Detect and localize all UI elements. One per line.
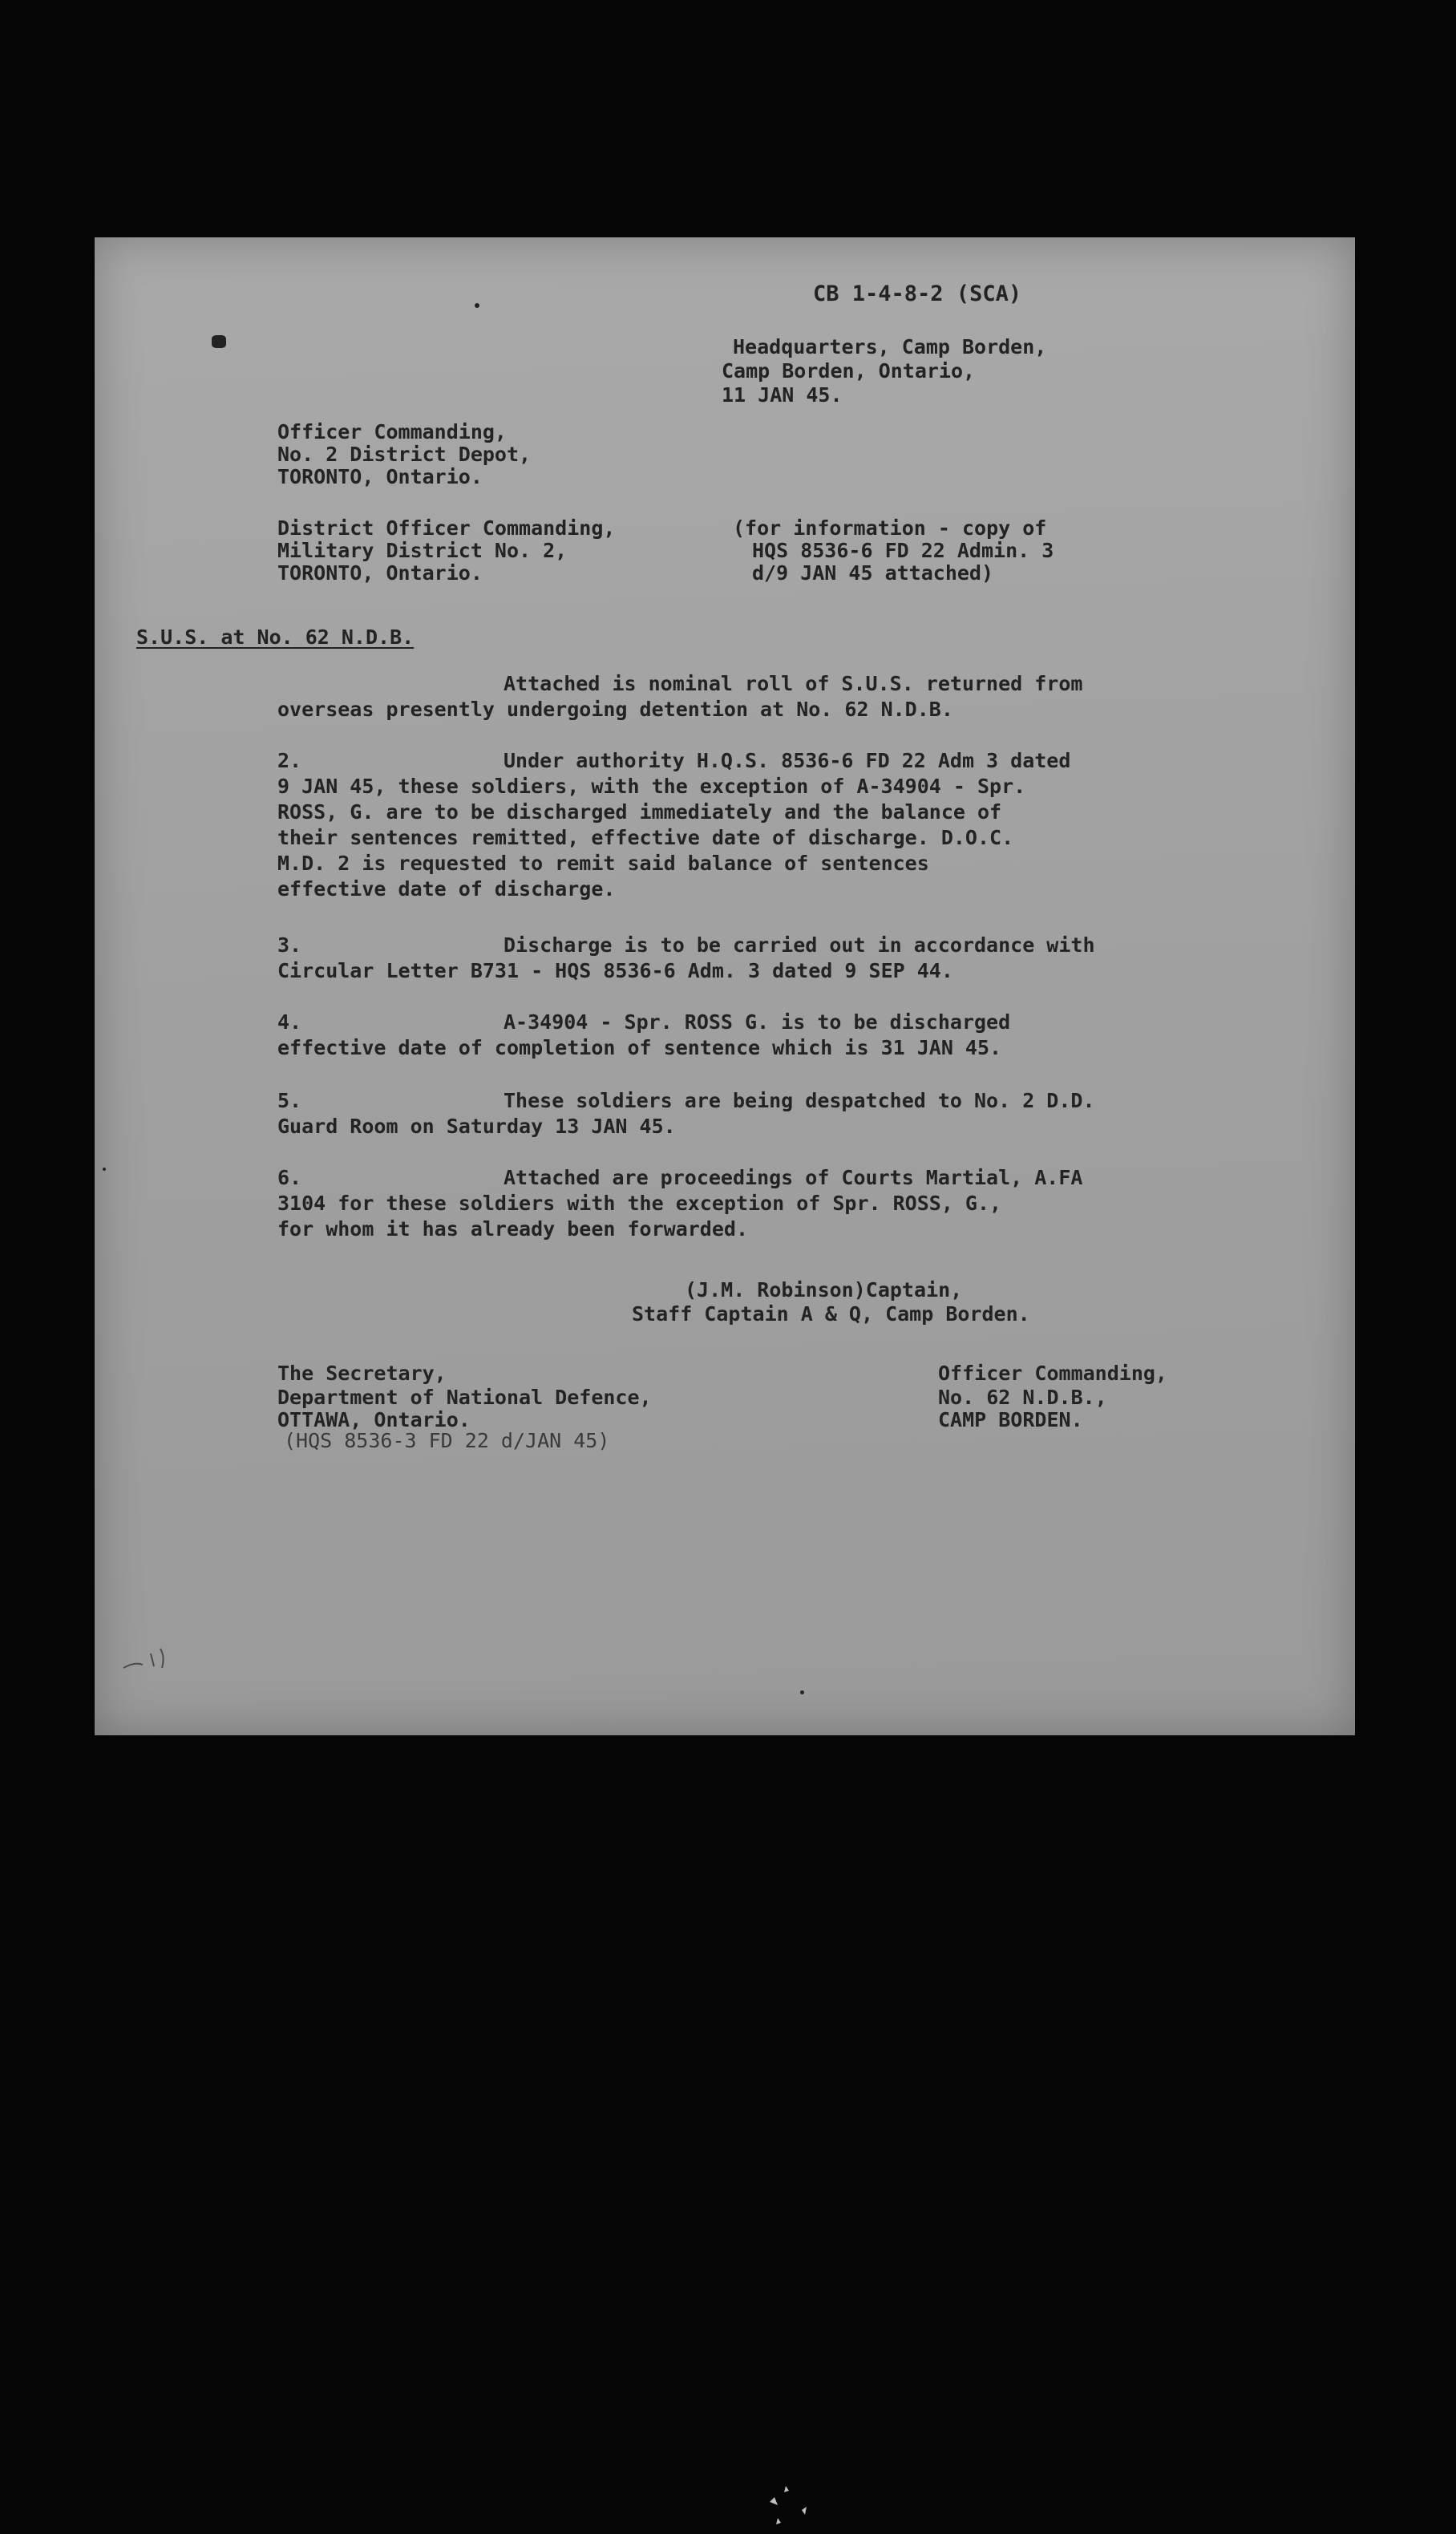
paragraph-number: 4.	[277, 1010, 302, 1034]
addressee-line: No. 2 District Depot,	[277, 443, 532, 466]
distribution-left-line: OTTAWA, Ontario.	[277, 1408, 471, 1431]
addressee-line: TORONTO, Ontario.	[277, 465, 483, 488]
copy-note-line: d/9 JAN 45 attached)	[752, 561, 994, 585]
paragraph-number: 3.	[277, 933, 302, 957]
sender-address-line: 11 JAN 45.	[722, 383, 843, 407]
paragraph-line: 9 JAN 45, these soldiers, with the exception of A-34904 - Spr.	[277, 775, 1026, 798]
addressee-line: Officer Commanding,	[277, 420, 507, 443]
distribution-right-line: Officer Commanding,	[938, 1362, 1167, 1385]
paragraph-line: effective date of discharge.	[277, 877, 616, 901]
copy-to-line: Military District No. 2,	[277, 539, 568, 562]
copy-note-line: HQS 8536-6 FD 22 Admin. 3	[752, 539, 1054, 562]
paragraph-number: 5.	[277, 1089, 302, 1112]
signature-line: (J.M. Robinson)Captain,	[685, 1278, 963, 1301]
paragraph-line: Attached are proceedings of Courts Martial, A.FA	[504, 1166, 1083, 1189]
paper-speck	[800, 1690, 804, 1694]
paragraph-line: overseas presently undergoing detention at No. 62 N.D.B.	[277, 698, 953, 721]
paragraph-line: These soldiers are being despatched to No. 2 D.D.	[504, 1089, 1095, 1112]
distribution-left-line: The Secretary,	[277, 1362, 447, 1385]
paragraph-line: M.D. 2 is requested to remit said balance of sentences	[277, 852, 929, 875]
paragraph-number: 6.	[277, 1166, 302, 1189]
pencil-mark	[119, 1637, 183, 1678]
paragraph-line: ROSS, G. are to be discharged immediately and the balance of	[277, 800, 1002, 824]
paragraph-line: Attached is nominal roll of S.U.S. returned from	[504, 672, 1083, 695]
paragraph-line: Discharge is to be carried out in accordance with	[504, 933, 1095, 957]
file-reference: CB 1-4-8-2 (SCA)	[813, 281, 1022, 306]
sender-address-line: Camp Borden, Ontario,	[722, 359, 976, 383]
paragraph-line: for whom it has already been forwarded.	[277, 1217, 748, 1241]
copy-to-line: District Officer Commanding,	[277, 516, 616, 540]
paragraph-line: Under authority H.Q.S. 8536-6 FD 22 Adm 3 dated	[504, 749, 1071, 772]
paragraph-line: their sentences remitted, effective date of discharge. D.O.C.	[277, 826, 1014, 849]
paragraph-line: 3104 for these soldiers with the exception of Spr. ROSS, G.,	[277, 1192, 1002, 1215]
copy-to-line: TORONTO, Ontario.	[277, 561, 483, 585]
distribution-left-line: (HQS 8536-3 FD 22 d/JAN 45)	[284, 1429, 610, 1452]
document-page	[95, 237, 1355, 1735]
paragraph-line: A-34904 - Spr. ROSS G. is to be discharged	[504, 1010, 1011, 1034]
distribution-right-line: CAMP BORDEN.	[938, 1408, 1083, 1431]
paragraph-number: 2.	[277, 749, 302, 772]
subject-heading: S.U.S. at No. 62 N.D.B.	[136, 625, 415, 649]
dust-specks	[754, 2478, 850, 2534]
signature-line: Staff Captain A & Q, Camp Borden.	[632, 1302, 1030, 1326]
paper-speck	[103, 1168, 106, 1171]
paper-speck	[475, 303, 479, 308]
sender-address-line: Headquarters, Camp Borden,	[733, 335, 1047, 358]
paragraph-line: Guard Room on Saturday 13 JAN 45.	[277, 1115, 676, 1138]
paragraph-line: effective date of completion of sentence which is 31 JAN 45.	[277, 1036, 1002, 1059]
distribution-right-line: No. 62 N.D.B.,	[938, 1386, 1107, 1409]
distribution-left-line: Department of National Defence,	[277, 1386, 652, 1409]
copy-note-line: (for information - copy of	[733, 516, 1047, 540]
ink-blot	[212, 335, 226, 348]
paragraph-line: Circular Letter B731 - HQS 8536-6 Adm. 3 dated 9 SEP 44.	[277, 959, 953, 982]
